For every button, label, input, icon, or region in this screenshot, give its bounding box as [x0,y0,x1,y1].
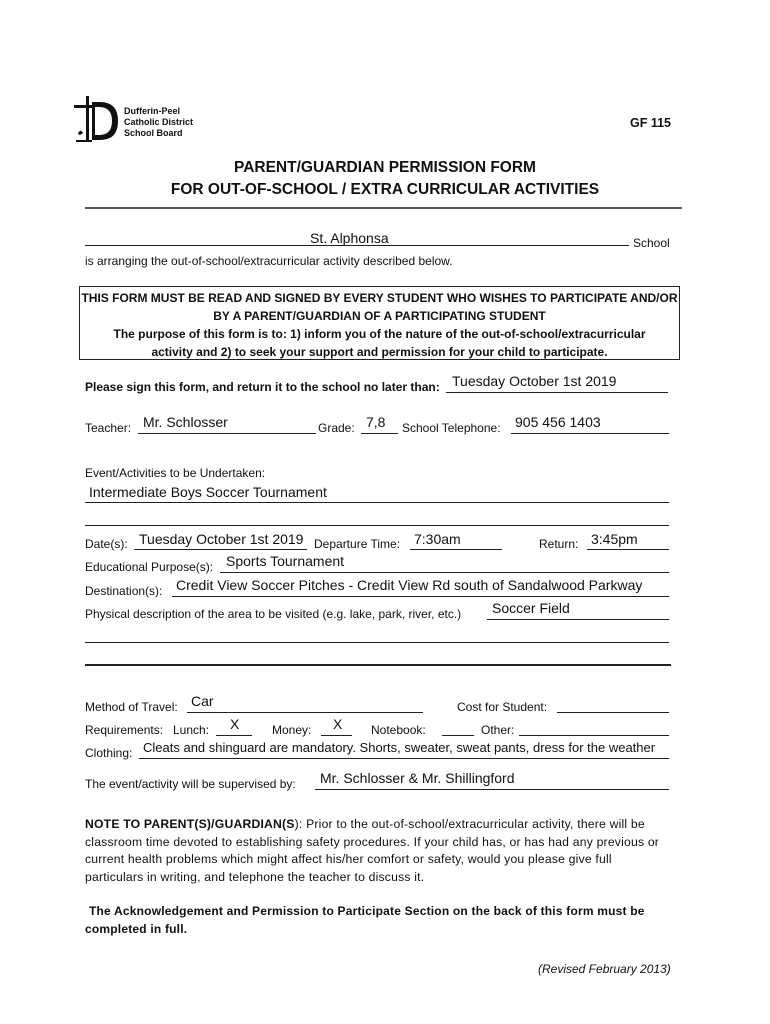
notice-line-2: BY A PARENT/GUARDIAN OF A PARTICIPATING STUDENT [213,309,546,323]
method-line [187,712,423,713]
notice-box [79,286,680,360]
other-line [519,735,669,736]
grade-value[interactable]: 7,8 [366,414,386,430]
board-name-line-3: School Board [124,128,183,138]
clothing-label: Clothing: [85,746,133,760]
return-line [587,549,669,550]
acknowledgement [85,903,677,938]
event-label: Event/Activities to be Undertaken: [85,466,266,480]
phone-label: School Telephone: [402,421,501,435]
grade-line [361,433,398,434]
notice-line-1: THIS FORM MUST BE READ AND SIGNED BY EVERY STUDENT WHO WISHES TO PARTICIPATE AND/OR [81,291,678,305]
lunch-label: Lunch: [173,723,210,737]
date-label: Date(s): [85,537,128,551]
departure-label: Departure Time: [314,537,401,551]
destination-value[interactable]: Credit View Soccer Pitches - Credit View Rd south of Sandalwood Parkway [176,577,643,593]
phone-value[interactable]: 905 456 1403 [515,414,601,430]
area-line [487,619,669,620]
departure-value[interactable]: 7:30am [414,531,461,547]
lunch-value[interactable]: X [230,716,240,732]
note-line-3: current health problems which might affect his/her comfort or safety, would you please give full [85,852,612,866]
date-value[interactable]: Tuesday October 1st 2019 [139,531,304,547]
notebook-label: Notebook: [371,723,426,737]
supervision-line [315,789,669,790]
money-label: Money: [272,723,312,737]
teacher-label: Teacher: [85,421,132,435]
method-label: Method of Travel: [85,700,178,714]
purpose-line [220,572,669,573]
departure-line [410,549,502,550]
note-line-2: classroom time devoted to establishing safety procedures. If your child has, or has had any previous or [85,834,660,849]
event-line-2 [85,525,669,526]
form-title-line-1: PARENT/GUARDIAN PERMISSION FORM [234,159,536,176]
purpose-label: Educational Purpose(s): [85,560,214,574]
cost-line [557,712,669,713]
area-label: Physical description of the area to be visited (e.g. lake, park, river, etc.) [85,607,462,621]
notebook-line [442,735,474,736]
notice-line-3: The purpose of this form is to: 1) inform you of the nature of the out-of-school/extracurricular [113,327,646,341]
note-line-1: Prior to the out-of-school/extracurricular activity, there will be [302,817,645,831]
title-divider [85,207,682,209]
destination-line [172,596,669,597]
notice-line-4: activity and 2) to seek your support and permission for your child to participate. [151,345,608,359]
other-label: Other: [481,723,515,737]
board-logo-icon [72,94,120,146]
event-line-1 [85,502,669,503]
supervision-value[interactable]: Mr. Schlosser & Mr. Shillingford [320,770,515,786]
requirements-label: Requirements: [85,723,164,737]
board-name-line-1: Dufferin-Peel [124,106,181,116]
return-by-label: Please sign this form, and return it to the school no later than: [85,380,440,394]
money-value[interactable]: X [333,716,343,732]
clothing-line [139,758,669,759]
phone-line [511,433,669,434]
clothing-value[interactable]: Cleats and shinguard are mandatory. Shorts, sweater, sweat pants, dress for the weather [143,740,656,755]
school-value[interactable]: St. Alphonsa [310,230,389,246]
date-line [134,549,307,550]
acknowledgement-line-2: completed in full. [85,921,188,936]
lunch-line [216,735,252,736]
return-by-value[interactable]: Tuesday October 1st 2019 [452,373,617,389]
destination-label: Destination(s): [85,584,163,598]
return-label: Return: [539,537,579,551]
grade-label: Grade: [318,421,355,435]
school-suffix: School [633,236,670,250]
event-value[interactable]: Intermediate Boys Soccer Tournament [89,484,327,500]
return-value[interactable]: 3:45pm [591,531,638,547]
money-line [321,735,352,736]
area-value[interactable]: Soccer Field [492,600,570,616]
note-line-4: particulars in writing, and telephone the teacher to discuss it. [85,869,425,884]
form-title-line-2: FOR OUT-OF-SCHOOL / EXTRA CURRICULAR ACTIVITIES [170,181,600,198]
board-logo [72,94,202,146]
acknowledgement-line-1: The Acknowledgement and Permission to Participate Section on the back of this form must be [89,904,645,918]
supervision-label: The event/activity will be supervised by: [85,777,296,791]
revised-date: (Revised February 2013) [538,962,671,976]
arranging-text: is arranging the out-of-school/extracurricular activity described below. [85,254,453,268]
form-code: GF 115 [630,116,671,130]
area-line-2 [85,642,669,643]
note-lead-end: ): [294,817,303,831]
teacher-line [138,433,316,434]
purpose-value[interactable]: Sports Tournament [226,553,345,569]
note-lead: NOTE TO PARENT(S)/GUARDIAN(S [85,817,295,831]
area-line-3 [85,664,671,666]
teacher-value[interactable]: Mr. Schlosser [143,414,228,430]
method-value[interactable]: Car [191,693,214,709]
note-paragraph [85,816,677,886]
cost-label: Cost for Student: [457,700,548,714]
return-by-line [446,392,668,393]
board-name-line-2: Catholic District [124,117,194,127]
